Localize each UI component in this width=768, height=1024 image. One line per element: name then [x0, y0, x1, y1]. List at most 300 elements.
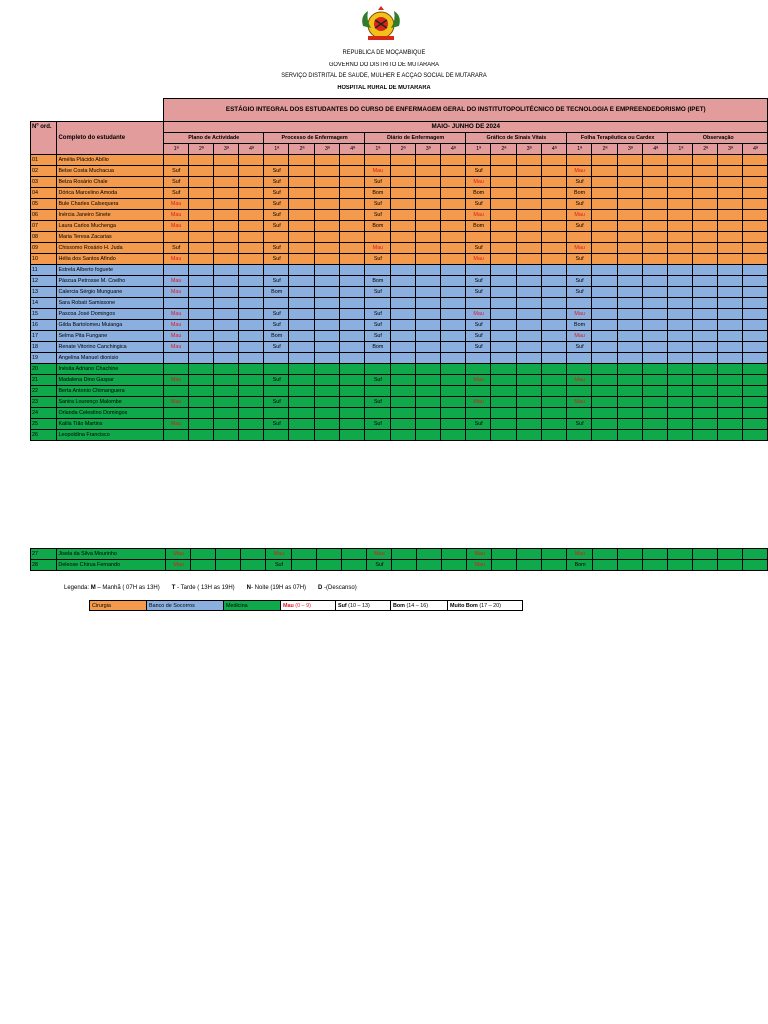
grade-cell: [465, 386, 490, 397]
grade-cell: Suf: [365, 375, 390, 386]
section-header: Plano de Actividade: [163, 133, 263, 144]
empty-cell: [289, 364, 314, 375]
empty-cell: [213, 386, 238, 397]
empty-cell: [415, 353, 440, 364]
empty-cell: [742, 386, 767, 397]
row-number: 17: [31, 331, 57, 342]
grade-cell: Suf: [465, 342, 490, 353]
table-row: [31, 549, 768, 560]
empty-cell: [718, 364, 743, 375]
legend-swatch: [391, 601, 448, 611]
empty-cell: [516, 265, 541, 276]
empty-cell: [516, 243, 541, 254]
empty-cell: [440, 298, 465, 309]
empty-cell: [643, 221, 668, 232]
empty-cell: [642, 560, 667, 571]
empty-cell: [241, 560, 266, 571]
empty-cell: [617, 221, 642, 232]
empty-cell: [718, 276, 743, 287]
week-header: 3ª: [415, 144, 440, 155]
empty-cell: [667, 560, 692, 571]
grade-cell: [566, 232, 591, 243]
week-header: 1ª: [668, 144, 693, 155]
empty-cell: [289, 331, 314, 342]
empty-cell: [213, 243, 238, 254]
empty-cell: [213, 375, 238, 386]
table-row: [31, 166, 768, 177]
empty-cell: [314, 188, 339, 199]
empty-cell: [693, 353, 718, 364]
empty-cell: [668, 276, 693, 287]
empty-cell: [592, 199, 617, 210]
empty-cell: [238, 243, 263, 254]
empty-cell: [390, 397, 415, 408]
empty-cell: [517, 560, 542, 571]
empty-cell: [491, 265, 516, 276]
empty-cell: [415, 199, 440, 210]
row-number: 08: [31, 232, 57, 243]
shift-legend: [64, 585, 369, 591]
empty-cell: [238, 419, 263, 430]
student-name: Chissomo Rosário H. Juda: [57, 243, 163, 254]
row-number: 04: [31, 188, 57, 199]
empty-cell: [742, 320, 767, 331]
grade-cell: Mau: [163, 210, 188, 221]
grade-cell: Mau: [165, 560, 190, 571]
legend-item: Legenda: M – Manhã ( 07H as 13H): [64, 585, 160, 591]
empty-cell: [213, 408, 238, 419]
empty-cell: [617, 166, 642, 177]
week-header: 2ª: [390, 144, 415, 155]
empty-cell: [339, 265, 364, 276]
empty-cell: [213, 276, 238, 287]
grade-cell: [465, 353, 490, 364]
row-number: 15: [31, 309, 57, 320]
row-number: 16: [31, 320, 57, 331]
section-header: Processo de Enfermagem: [264, 133, 365, 144]
empty-cell: [188, 188, 213, 199]
legend-key: D: [318, 585, 323, 591]
empty-cell: [718, 243, 743, 254]
empty-cell: [491, 386, 516, 397]
grade-cell: Bom: [365, 188, 390, 199]
empty-cell: [617, 243, 642, 254]
empty-cell: [718, 320, 743, 331]
empty-cell: [289, 375, 314, 386]
empty-cell: [516, 342, 541, 353]
row-number: 18: [31, 342, 57, 353]
empty-cell: [188, 375, 213, 386]
grade-cell: Suf: [365, 320, 390, 331]
empty-cell: [516, 298, 541, 309]
empty-cell: [339, 309, 364, 320]
empty-cell: [289, 397, 314, 408]
empty-cell: [213, 430, 238, 441]
week-header: 2ª: [592, 144, 617, 155]
empty-cell: [491, 177, 516, 188]
empty-cell: [718, 331, 743, 342]
empty-cell: [693, 298, 718, 309]
empty-cell: [491, 430, 516, 441]
empty-cell: [188, 254, 213, 265]
empty-cell: [516, 397, 541, 408]
empty-cell: [643, 419, 668, 430]
empty-cell: [440, 210, 465, 221]
empty-cell: [668, 155, 693, 166]
empty-cell: [717, 560, 742, 571]
grade-cell: Bom: [264, 287, 289, 298]
empty-cell: [643, 353, 668, 364]
empty-cell: [442, 549, 467, 560]
empty-cell: [617, 408, 642, 419]
empty-cell: [742, 549, 767, 560]
empty-cell: [415, 397, 440, 408]
row-number: 23: [31, 397, 57, 408]
empty-cell: [339, 298, 364, 309]
table-row: [31, 155, 768, 166]
empty-cell: [415, 342, 440, 353]
empty-cell: [692, 549, 717, 560]
grade-cell: Mau: [566, 210, 591, 221]
empty-cell: [643, 265, 668, 276]
grade-cell: [365, 155, 390, 166]
empty-cell: [314, 331, 339, 342]
empty-cell: [541, 221, 566, 232]
empty-cell: [541, 298, 566, 309]
empty-cell: [188, 331, 213, 342]
grade-cell: Bom: [567, 560, 592, 571]
empty-cell: [314, 430, 339, 441]
empty-cell: [390, 232, 415, 243]
empty-cell: [668, 166, 693, 177]
grade-cell: Suf: [264, 419, 289, 430]
empty-cell: [718, 419, 743, 430]
empty-cell: [213, 177, 238, 188]
empty-cell: [668, 177, 693, 188]
row-number: 22: [31, 386, 57, 397]
grade-cell: [365, 298, 390, 309]
empty-cell: [541, 397, 566, 408]
empty-cell: [440, 342, 465, 353]
empty-cell: [339, 320, 364, 331]
empty-cell: [643, 276, 668, 287]
empty-cell: [693, 287, 718, 298]
empty-cell: [742, 166, 767, 177]
empty-cell: [289, 419, 314, 430]
grade-cell: [264, 353, 289, 364]
empty-cell: [188, 243, 213, 254]
empty-cell: [516, 276, 541, 287]
empty-cell: [238, 331, 263, 342]
empty-cell: [314, 353, 339, 364]
empty-cell: [188, 320, 213, 331]
student-name: Orlanda Celestino Domingos: [57, 408, 163, 419]
empty-cell: [516, 309, 541, 320]
legend-swatch: Cirurgia: [90, 601, 147, 611]
grade-cell: Suf: [264, 166, 289, 177]
empty-cell: [238, 232, 263, 243]
empty-cell: [289, 386, 314, 397]
legend-grade-key: Mau: [283, 602, 294, 609]
row-number: 02: [31, 166, 57, 177]
grade-cell: Suf: [566, 177, 591, 188]
empty-cell: [643, 199, 668, 210]
table-row: [31, 177, 768, 188]
empty-cell: [516, 408, 541, 419]
grade-cell: [163, 408, 188, 419]
empty-cell: [289, 155, 314, 166]
empty-cell: [390, 342, 415, 353]
row-number: 26: [31, 430, 57, 441]
empty-cell: [541, 265, 566, 276]
empty-cell: [617, 375, 642, 386]
row-number: 19: [31, 353, 57, 364]
empty-cell: [643, 188, 668, 199]
empty-cell: [491, 397, 516, 408]
empty-cell: [440, 408, 465, 419]
empty-cell: [238, 397, 263, 408]
empty-cell: [188, 298, 213, 309]
grade-cell: Mau: [163, 342, 188, 353]
grade-cell: Mau: [465, 375, 490, 386]
student-name: Belza Rosário Chale: [57, 177, 163, 188]
empty-cell: [592, 177, 617, 188]
empty-cell: [668, 254, 693, 265]
empty-cell: [188, 342, 213, 353]
empty-cell: [668, 375, 693, 386]
grade-cell: [163, 353, 188, 364]
student-name: Calercia Sérgio Munguane: [57, 287, 163, 298]
grade-cell: [264, 364, 289, 375]
empty-cell: [314, 342, 339, 353]
empty-cell: [188, 199, 213, 210]
empty-cell: [617, 320, 642, 331]
empty-cell: [491, 199, 516, 210]
empty-cell: [213, 210, 238, 221]
empty-cell: [693, 188, 718, 199]
grade-cell: Mau: [566, 166, 591, 177]
empty-cell: [289, 430, 314, 441]
empty-cell: [390, 419, 415, 430]
week-header: 3ª: [314, 144, 339, 155]
table-row: [31, 408, 768, 419]
empty-cell: [693, 199, 718, 210]
empty-cell: [241, 549, 266, 560]
grade-cell: Suf: [365, 199, 390, 210]
section-header: Observação: [668, 133, 768, 144]
empty-cell: [316, 549, 341, 560]
empty-cell: [643, 210, 668, 221]
grade-cell: [465, 232, 490, 243]
week-header: 1ª: [264, 144, 289, 155]
grade-cell: Suf: [264, 177, 289, 188]
legend-grade-range: (14 – 16): [404, 602, 429, 609]
empty-cell: [592, 243, 617, 254]
empty-cell: [191, 560, 216, 571]
empty-cell: [668, 210, 693, 221]
empty-cell: [289, 298, 314, 309]
empty-cell: [440, 177, 465, 188]
empty-cell: [718, 177, 743, 188]
empty-cell: [692, 560, 717, 571]
empty-cell: [668, 331, 693, 342]
empty-cell: [415, 210, 440, 221]
empty-cell: [643, 408, 668, 419]
empty-cell: [693, 221, 718, 232]
empty-cell: [617, 287, 642, 298]
legend-item: [318, 585, 357, 591]
empty-cell: [541, 309, 566, 320]
empty-cell: [491, 364, 516, 375]
empty-cell: [188, 166, 213, 177]
empty-cell: [617, 549, 642, 560]
grade-cell: Mau: [566, 243, 591, 254]
legend-key: T: [171, 585, 176, 591]
empty-cell: [541, 166, 566, 177]
empty-cell: [440, 265, 465, 276]
empty-cell: [390, 298, 415, 309]
empty-cell: [592, 419, 617, 430]
empty-cell: [188, 287, 213, 298]
empty-cell: [742, 199, 767, 210]
student-name: Dórica Marcelino Amoda: [57, 188, 163, 199]
empty-cell: [643, 177, 668, 188]
empty-cell: [491, 419, 516, 430]
table-row: [31, 419, 768, 430]
empty-cell: [668, 199, 693, 210]
empty-cell: [541, 331, 566, 342]
grade-cell: [566, 353, 591, 364]
empty-cell: [188, 408, 213, 419]
grade-cell: Suf: [366, 560, 391, 571]
student-name: Maria Teresa Zacarias: [57, 232, 163, 243]
student-name: Jisela da Silva Mourinho: [57, 549, 166, 560]
grade-cell: Mau: [566, 397, 591, 408]
empty-cell: [541, 364, 566, 375]
empty-cell: [392, 549, 417, 560]
empty-cell: [390, 188, 415, 199]
table-row: [31, 232, 768, 243]
grade-cell: Mau: [566, 331, 591, 342]
empty-cell: [314, 408, 339, 419]
empty-cell: [492, 549, 517, 560]
empty-cell: [718, 287, 743, 298]
empty-cell: [415, 331, 440, 342]
empty-cell: [289, 221, 314, 232]
empty-cell: [213, 254, 238, 265]
empty-cell: [693, 210, 718, 221]
empty-cell: [238, 155, 263, 166]
grade-cell: Mau: [163, 276, 188, 287]
grade-cell: Bom: [566, 188, 591, 199]
empty-cell: [516, 210, 541, 221]
empty-cell: [314, 287, 339, 298]
empty-cell: [238, 309, 263, 320]
week-header: 4ª: [643, 144, 668, 155]
grade-cell: [163, 265, 188, 276]
empty-cell: [238, 298, 263, 309]
empty-cell: [541, 320, 566, 331]
empty-cell: [617, 364, 642, 375]
empty-cell: [213, 320, 238, 331]
empty-cell: [415, 375, 440, 386]
grade-cell: [163, 430, 188, 441]
grade-cell: Bom: [365, 221, 390, 232]
empty-cell: [415, 386, 440, 397]
empty-cell: [668, 298, 693, 309]
table-row: [31, 254, 768, 265]
grade-cell: Suf: [365, 210, 390, 221]
grade-cell: Suf: [566, 221, 591, 232]
grade-cell: [465, 364, 490, 375]
empty-cell: [541, 188, 566, 199]
empty-cell: [693, 342, 718, 353]
empty-cell: [617, 342, 642, 353]
row-number: 21: [31, 375, 57, 386]
empty-cell: [617, 254, 642, 265]
empty-cell: [516, 254, 541, 265]
empty-cell: [693, 254, 718, 265]
empty-cell: [718, 397, 743, 408]
empty-cell: [238, 320, 263, 331]
grade-cell: [365, 353, 390, 364]
empty-cell: [238, 199, 263, 210]
week-header: 1ª: [465, 144, 490, 155]
legend-swatch: [336, 601, 391, 611]
empty-cell: [339, 364, 364, 375]
empty-cell: [415, 254, 440, 265]
grade-cell: Bom: [365, 342, 390, 353]
empty-cell: [390, 166, 415, 177]
empty-cell: [643, 364, 668, 375]
empty-cell: [643, 320, 668, 331]
empty-cell: [390, 177, 415, 188]
grade-cell: [264, 265, 289, 276]
empty-cell: [718, 199, 743, 210]
student-name: Selma Pita Fungane: [57, 331, 163, 342]
empty-cell: [339, 166, 364, 177]
empty-cell: [592, 232, 617, 243]
grade-cell: Suf: [264, 254, 289, 265]
empty-cell: [289, 276, 314, 287]
empty-cell: [693, 155, 718, 166]
header-republic: REPÚBLICA DE MOÇAMBIQUE: [342, 50, 426, 56]
empty-cell: [491, 298, 516, 309]
empty-cell: [643, 243, 668, 254]
grade-cell: [365, 232, 390, 243]
empty-cell: [668, 232, 693, 243]
empty-cell: [390, 408, 415, 419]
empty-cell: [592, 386, 617, 397]
empty-cell: [238, 342, 263, 353]
student-name: Renate Vitorino Canchingica: [57, 342, 163, 353]
week-header: 4ª: [742, 144, 767, 155]
grade-cell: [566, 430, 591, 441]
empty-cell: [188, 210, 213, 221]
empty-cell: [314, 309, 339, 320]
grade-cell: [465, 265, 490, 276]
empty-cell: [592, 254, 617, 265]
empty-cell: [643, 254, 668, 265]
empty-cell: [693, 331, 718, 342]
empty-cell: [617, 353, 642, 364]
empty-cell: [213, 232, 238, 243]
student-name: Sanira Lourenço Malombe: [57, 397, 163, 408]
empty-cell: [668, 408, 693, 419]
student-name: Inércia Janeiro Sinete: [57, 210, 163, 221]
student-name: Angelina Manuel dionisio: [57, 353, 163, 364]
empty-cell: [339, 221, 364, 232]
